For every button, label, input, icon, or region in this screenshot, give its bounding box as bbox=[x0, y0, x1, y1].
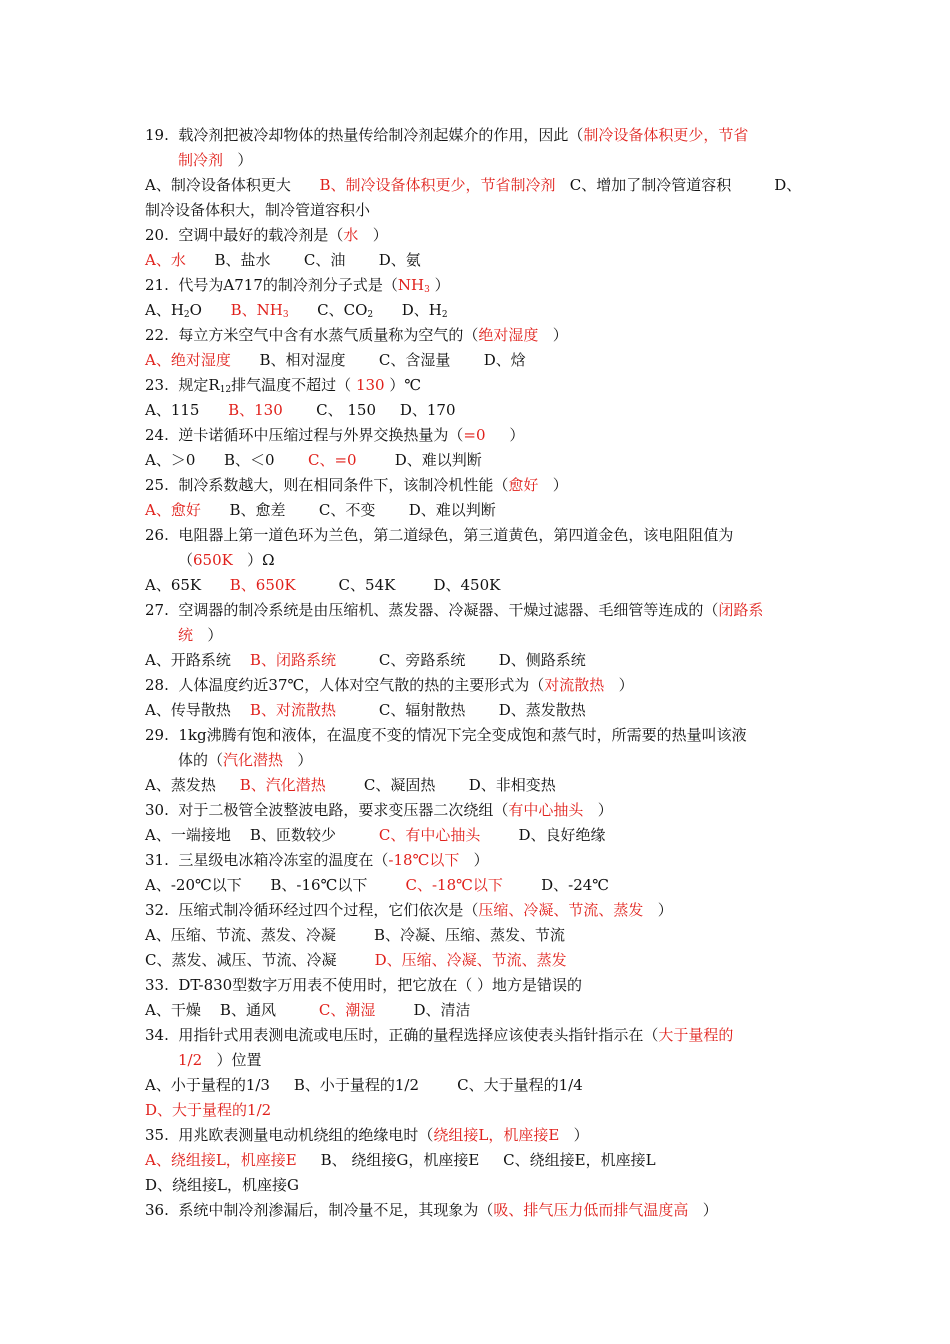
question-20-options: A、水 B、盐水 C、油 D、氨 bbox=[145, 251, 421, 269]
question-29-options: A、蒸发热 B、汽化潜热 C、凝固热 D、非相变热 bbox=[145, 776, 556, 794]
question-21-options: A、$H_2O$ B、$NH_3$ C、$CO_2$ D、$H_2$ bbox=[145, 301, 448, 320]
question-34-stem: 34. 用指针式用表测电流或电压时，正确的量程选择应该使表头指针指示在（大于量程的 bbox=[145, 1026, 734, 1044]
question-35-stem: 35. 用兆欧表测量电动机绕组的绝缘电时（绕组接L，机座接E ） bbox=[145, 1126, 589, 1144]
question-23-options: A、115 B、130 C、 150 D、170 bbox=[145, 401, 456, 419]
question-19-stem-cont: 制冷剂 ） bbox=[178, 151, 253, 169]
answer: 制冷剂 bbox=[178, 151, 224, 169]
question-22-stem: 22. 每立方米空气中含有水蒸气质量称为空气的（绝对湿度 ） bbox=[145, 326, 568, 344]
question-28-options: A、传导散热 B、对流散热 C、辐射散热 D、蒸发散热 bbox=[145, 701, 586, 719]
question-26-options: A、65K B、650K C、54K D、450K bbox=[145, 576, 501, 594]
question-27-options: A、开路系统 B、闭路系统 C、旁路系统 D、侧路系统 bbox=[145, 651, 586, 669]
question-22-options: A、绝对湿度 B、相对湿度 C、含湿量 D、焓 bbox=[145, 351, 526, 369]
question-27-stem-cont: 统 ） bbox=[178, 626, 223, 644]
question-19-stem: 19. 载冷剂把被冷却物体的热量传给制冷剂起媒介的作用，因此（制冷设备体积更少，节省 bbox=[145, 126, 749, 144]
question-34-options-cont: D、大于量程的1/2 bbox=[145, 1101, 272, 1119]
question-19-options-cont: 制冷设备体积大，制冷管道容积小 bbox=[145, 201, 371, 219]
question-27-stem: 27. 空调器的制冷系统是由压缩机、蒸发器、冷凝器、干燥过滤器、毛细管等连成的（闭路系 bbox=[145, 601, 764, 619]
question-30-options: A、一端接地 B、匝数较少 C、有中心抽头 D、良好绝缘 bbox=[145, 826, 606, 844]
question-35-options: A、绕组接L，机座接E B、 绕组接G，机座接E C、绕组接E，机座接L bbox=[145, 1151, 656, 1169]
question-33-stem: 33. DT-830型数字万用表不使用时，把它放在（ ）地方是错误的 bbox=[145, 976, 582, 994]
question-24-options: A、＞0 B、＜0 C、=0 D、难以判断 bbox=[145, 451, 482, 469]
question-19-options: A、制冷设备体积更大 B、制冷设备体积更少，节省制冷剂 C、增加了制冷管道容积 D、 bbox=[145, 176, 802, 194]
question-25-options: A、愈好 B、愈差 C、不变 D、难以判断 bbox=[145, 501, 496, 519]
question-32-options-cont: C、蒸发、减压、节流、冷凝 D、压缩、冷凝、节流、蒸发 bbox=[145, 951, 567, 969]
question-35-options-cont: D、绕组接L，机座接G bbox=[145, 1176, 299, 1194]
question-24-stem: 24. 逆卡诺循环中压缩过程与外界交换热量为（=0 ） bbox=[145, 426, 525, 444]
question-30-stem: 30. 对于二极管全波整波电路，要求变压器二次绕组（有中心抽头 ） bbox=[145, 801, 613, 819]
question-21-stem: 21. 代号为A717的制冷剂分子式是（$NH_3$ ） bbox=[145, 276, 450, 295]
question-32-options: A、压缩、节流、蒸发、冷凝 B、冷凝、压缩、蒸发、节流 bbox=[145, 926, 566, 944]
question-26-stem-cont: （650K ）Ω bbox=[178, 551, 275, 569]
question-34-options: A、小于量程的1/3 B、小于量程的1/2 C、大于量程的1/4 bbox=[145, 1076, 583, 1094]
question-29-stem-cont: 体的（汽化潜热 ） bbox=[178, 751, 313, 769]
question-34-stem-cont: 1/2 ）位置 bbox=[178, 1051, 262, 1069]
question-26-stem: 26. 电阻器上第一道色环为兰色，第二道绿色，第三道黄色，第四道金色，该电阻阻值为 bbox=[145, 526, 734, 544]
question-32-stem: 32. 压缩式制冷循环经过四个过程，它们依次是（压缩、冷凝、节流、蒸发 ） bbox=[145, 901, 673, 919]
question-36-stem: 36. 系统中制冷剂渗漏后，制冷量不足，其现象为（吸、排气压力低而排气温度高 ） bbox=[145, 1201, 718, 1219]
question-31-options: A、-20℃以下 B、-16℃以下 C、-18℃以下 D、-24℃ bbox=[145, 876, 610, 894]
answer: 制冷设备体积更少，节省 bbox=[583, 126, 749, 144]
question-31-stem: 31. 三星级电冰箱冷冻室的温度在（-18℃以下 ） bbox=[145, 851, 489, 869]
question-33-options: A、干燥 B、通风 C、潮湿 D、清洁 bbox=[145, 1001, 471, 1019]
question-23-stem: 23. 规定$R_{12}$排气温度不超过（ 130 ）℃ bbox=[145, 376, 422, 395]
question-20-stem: 20. 空调中最好的载冷剂是（水 ） bbox=[145, 226, 388, 244]
question-25-stem: 25. 制冷系数越大，则在相同条件下，该制冷机性能（愈好 ） bbox=[145, 476, 568, 494]
question-29-stem: 29. 1kg沸腾有饱和液体，在温度不变的情况下完全变成饱和蒸气时，所需要的热量叫该液 bbox=[145, 726, 747, 744]
question-list bbox=[145, 123, 810, 1223]
question-28-stem: 28. 人体温度约近37℃，人体对空气散的热的主要形式为（对流散热 ） bbox=[145, 676, 634, 694]
